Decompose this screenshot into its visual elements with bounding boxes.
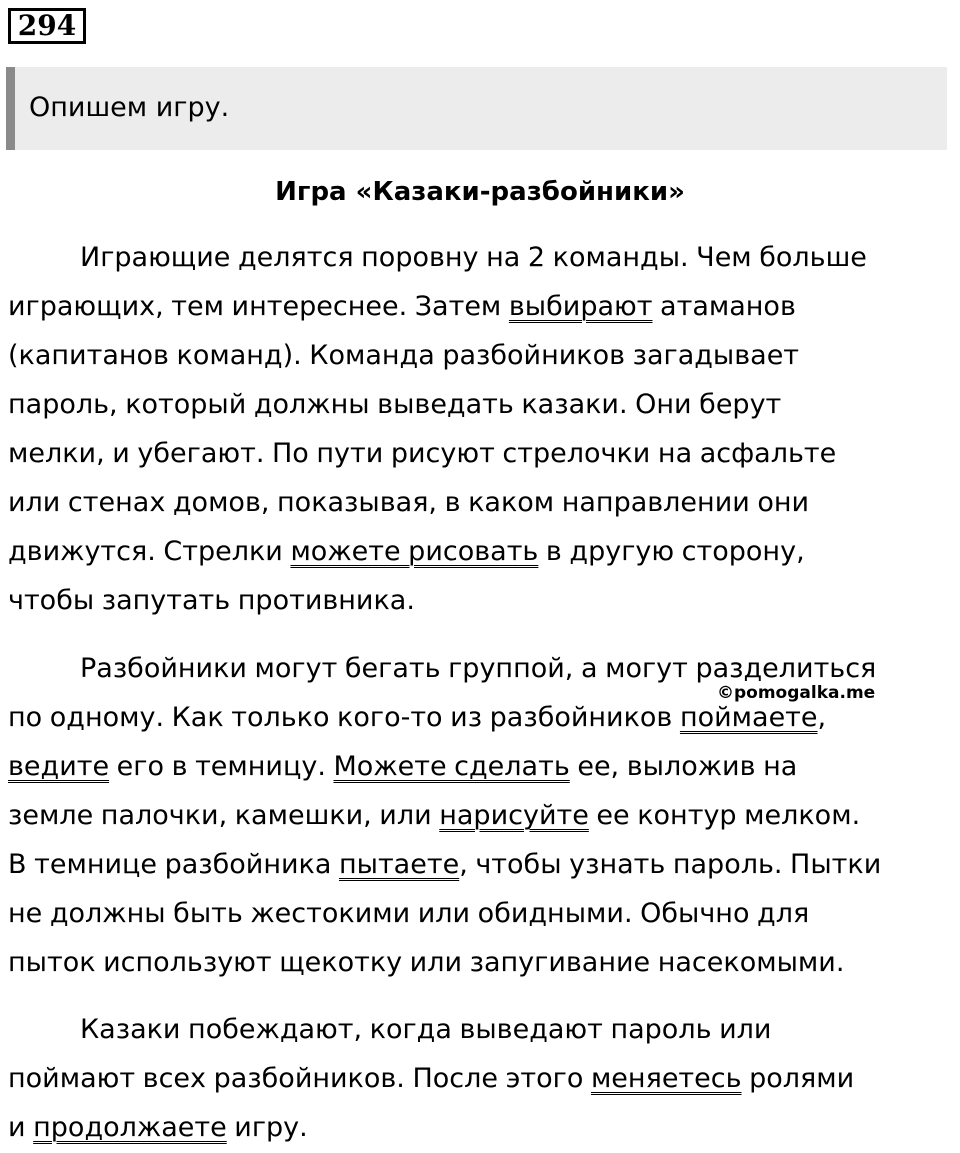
text-line: пароль, который должны выведать казаки. Они берут [8,389,782,420]
text-line: мелки, и убегают. По пути рисуют стрелочки на асфальте [8,438,837,469]
underlined-verb: выбирают [508,291,653,322]
underlined-verb: ведите [8,751,110,782]
task-number-badge: 294 [8,8,86,44]
underlined-verb: нарисуйте [439,800,589,831]
text-line: Разбойники могут бегать группой, а могут разделиться [80,653,877,684]
text-line: не должны быть жестокими или обидными. Обычно для [8,898,810,929]
text-line: Казаки побеждают, когда выведают пароль или [80,1014,772,1045]
instruction-text: Опишем игру. [29,92,230,123]
text-line: играющих, тем интереснее. Затем выбирают атаманов [8,291,796,322]
underlined-verb: поймаете [679,702,818,733]
text-line: ведите его в темницу. Можете сделать ее, выложив на [8,751,798,782]
text-line: или стенах домов, показывая, в каком направлении они [8,487,810,518]
instruction-bar [6,67,947,150]
text-line: Играющие делятся поровну на 2 команды. Чем больше [80,242,867,273]
text-line: В темнице разбойника пытаете, чтобы узнать пароль. Пытки [8,849,882,880]
text-line: поймают всех разбойников. После этого меняетесь ролями [8,1063,855,1094]
text-line: движутся. Стрелки можете рисовать в другую сторону, [8,536,805,567]
underlined-verb: пытаете [338,849,460,880]
text-line: пыток используют щекотку или запугивание насекомыми. [8,947,845,978]
text-line: и продолжаете игру. [8,1112,308,1143]
text-line: земле палочки, камешки, или нарисуйте ее контур мелком. [8,800,861,831]
underlined-verb: продолжаете [33,1112,227,1143]
underlined-verb: меняетесь [590,1063,742,1094]
text-line: по одному. Как только кого-то из разбойников поймаете, [8,702,827,733]
text-line: (капитанов команд). Команда разбойников загадывает [8,340,800,371]
text-line: чтобы запутать противника. [8,585,415,616]
underlined-verb: Можете сделать [333,751,570,782]
watermark: ©pomogalka.me [717,683,876,703]
underlined-verb: можете рисовать [290,536,539,567]
text-title: Игра «Казаки-разбойники» [275,177,685,207]
